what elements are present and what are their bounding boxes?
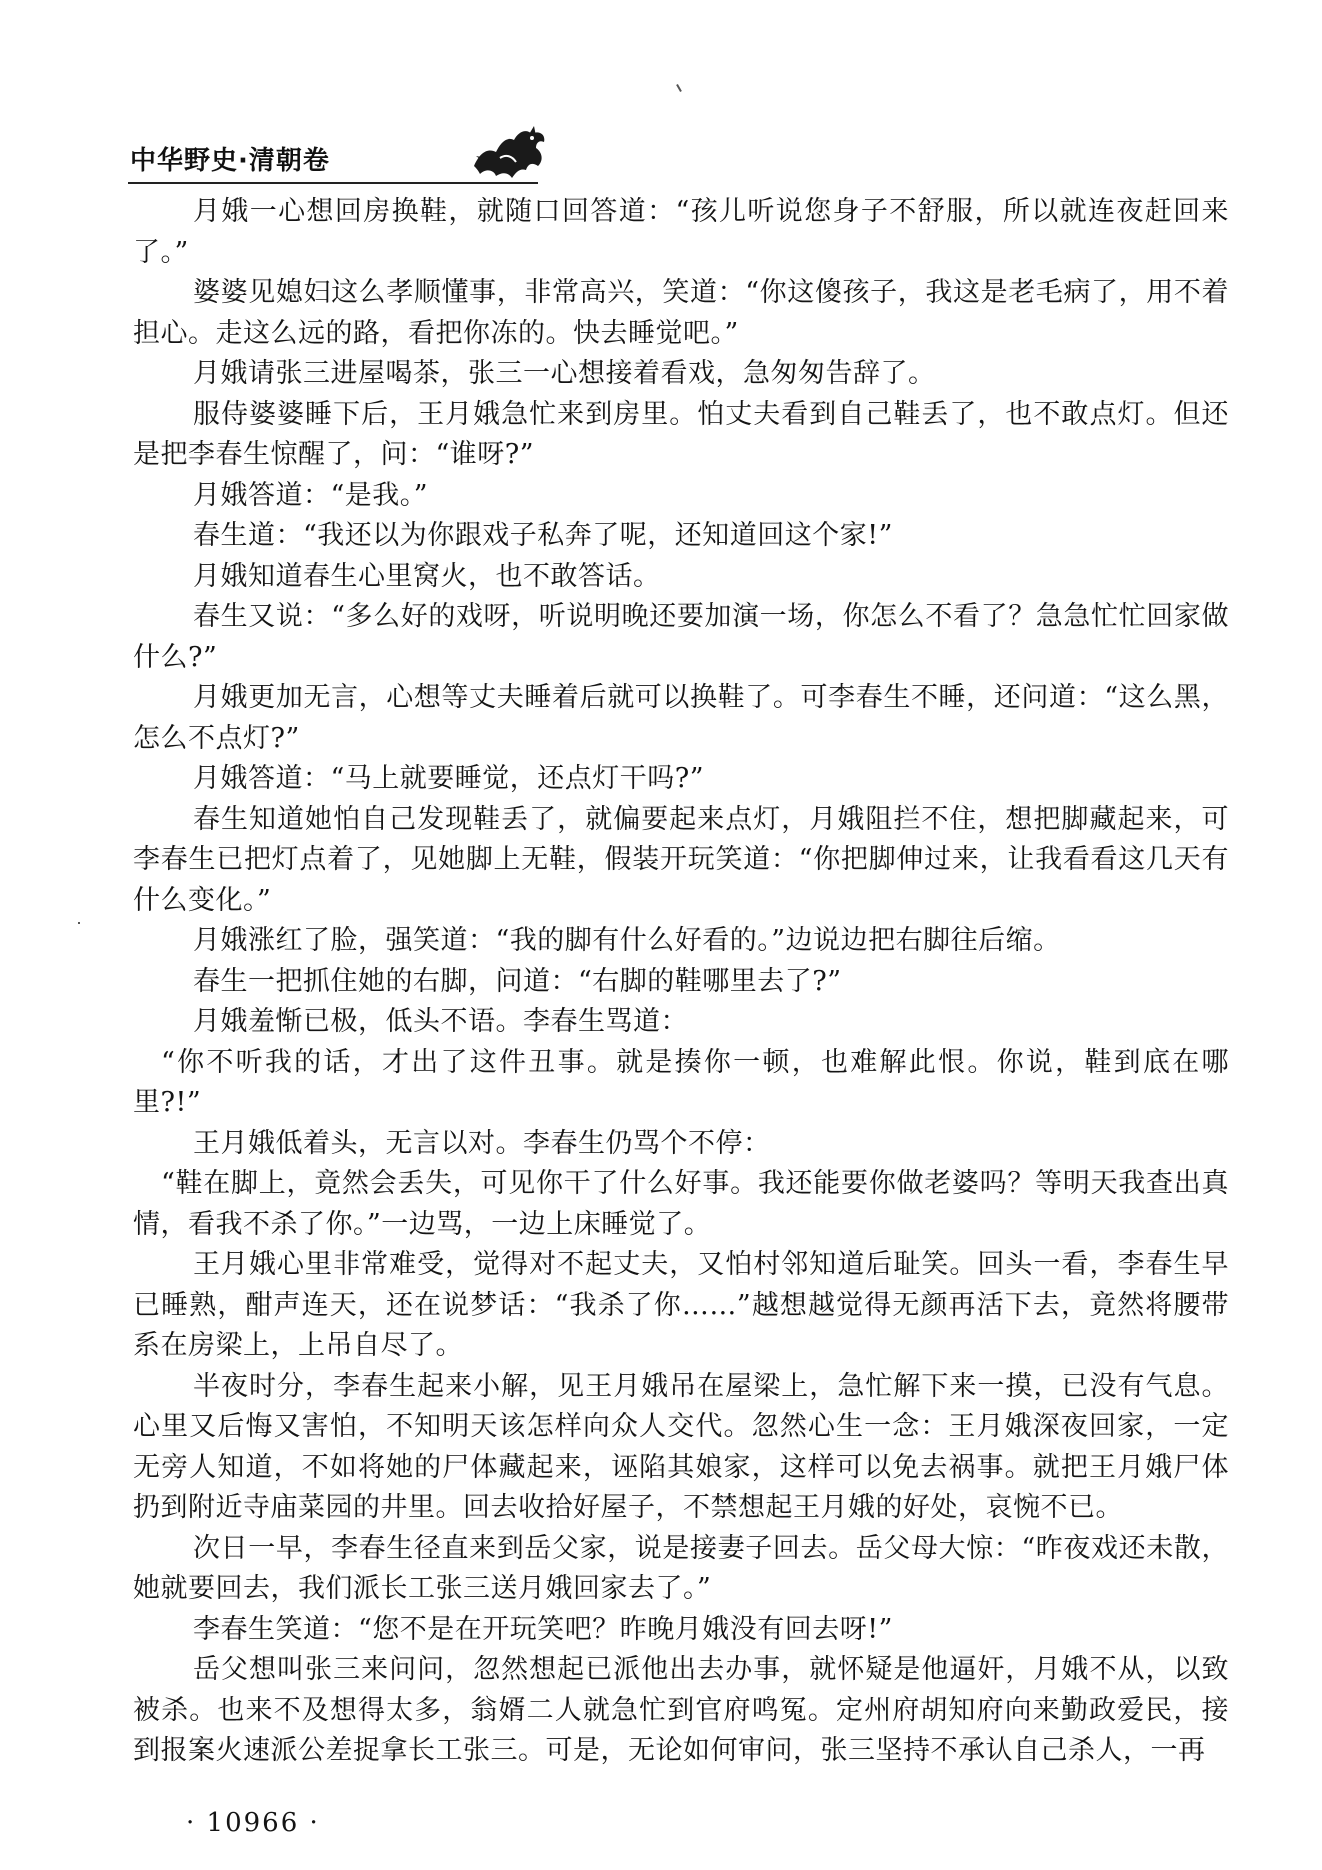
paragraph: 王月娥心里非常难受，觉得对不起丈夫，又怕村邻知道后耻笑。回头一看，李春生早已睡熟，酣声连天，还在说梦话：“我杀了你……”越想越觉得无颜再活下去，竟然将腰带系在房梁上，上吊自尽了。 [133,1249,1229,1361]
page-number: · 10966 · [186,1808,320,1838]
body-text [133,192,1229,1772]
paragraph: 春生道：“我还以为你跟戏子私奔了呢，还知道回这个家!” [193,520,893,551]
paragraph: 次日一早，李春生径直来到岳父家，说是接妻子回去。岳父母大惊：“昨夜戏还未散，她就要回去，我们派长工张三送月娥回家去了。” [133,1532,1229,1604]
paragraph: 月娥一心想回房换鞋，就随口回答道：“孩儿听说您身子不舒服，所以就连夜赶回来了。” [133,196,1229,268]
paragraph: 月娥答道：“马上就要睡觉，还点灯干吗?” [193,763,705,794]
running-header-title: 中华野史·清朝卷 [130,146,330,176]
dragon-emblem-icon [466,122,552,184]
paragraph: 月娥请张三进屋喝茶，张三一心想接着看戏，急匆匆告辞了。 [193,358,936,389]
paragraph: 岳父想叫张三来问问，忽然想起已派他出去办事，就怀疑是他逼奸，月娥不从，以致被杀。也来不及想得太多，翁婿二人就急忙到官府鸣冤。定州府胡知府向来勤政爱民，接到报案火速派公差捉拿长工张三。可是，无论如何审问，张三坚持不承认自己杀人，一再 [133,1654,1229,1766]
paragraph: 春生又说：“多么好的戏呀，听说明晚还要加演一场，你怎么不看了？急急忙忙回家做什么?” [133,601,1229,673]
header-rule [128,182,538,184]
paragraph: 月娥更加无言，心想等丈夫睡着后就可以换鞋了。可李春生不睡，还问道：“这么黑，怎么不点灯?” [133,682,1229,754]
paragraph: 春生知道她怕自己发现鞋丢了，就偏要起来点灯，月娥阻拦不住，想把脚藏起来，可李春生已把灯点着了，见她脚上无鞋，假装开玩笑道：“你把脚伸过来，让我看看这几天有什么变化。” [133,803,1229,916]
paragraph: 春生一把抓住她的右脚，问道：“右脚的鞋哪里去了?” [193,965,842,997]
paragraph: 王月娥低着头，无言以对。李春生仍骂个不停： [193,1127,771,1159]
paragraph: 李春生笑道：“您不是在开玩笑吧？昨晚月娥没有回去呀!” [193,1613,893,1645]
paragraph: 半夜时分，李春生起来小解，见王月娥吊在屋梁上，急忙解下来一摸，已没有气息。心里又后悔又害怕，不知明天该怎样向众人交代。忽然心生一念：王月娥深夜回家，一定无旁人知道，不如将她的尸体藏起来，诬陷其娘家，这样可以免去祸事。就把王月娥尸体扔到附近寺庙菜园的井里。回去收拾好屋子，不禁想起王月娥的好处，哀惋不已。 [133,1370,1229,1523]
paragraph: 婆婆见媳妇这么孝顺懂事，非常高兴，笑道：“你这傻孩子，我这是老毛病了，用不着担心。走这么远的路，看把你冻的。快去睡觉吧。” [133,277,1229,349]
paragraph: 月娥知道春生心里窝火，也不敢答话。 [193,560,661,592]
paragraph: 月娥涨红了脸，强笑道：“我的脚有什么好看的。”边说边把右脚往后缩。 [193,925,1061,956]
paragraph: “鞋在脚上，竟然会丢失，可见你干了什么好事。我还能要你做老婆吗？等明天我查出真情，看我不杀了你。”一边骂，一边上床睡觉了。 [133,1168,1229,1240]
scan-speck [78,922,80,924]
paragraph: 服侍婆婆睡下后，王月娥急忙来到房里。怕丈夫看到自己鞋丢了，也不敢点灯。但还是把李春生惊醒了，问：“谁呀?” [133,398,1229,470]
paragraph: 月娥答道：“是我。” [193,479,429,511]
paragraph: “你不听我的话，才出了这件丑事。就是揍你一顿，也难解此恨。你说，鞋到底在哪里?!” [133,1046,1229,1118]
paragraph: 月娥羞惭已极，低头不语。李春生骂道： [193,1006,688,1037]
scan-speck [676,84,682,92]
